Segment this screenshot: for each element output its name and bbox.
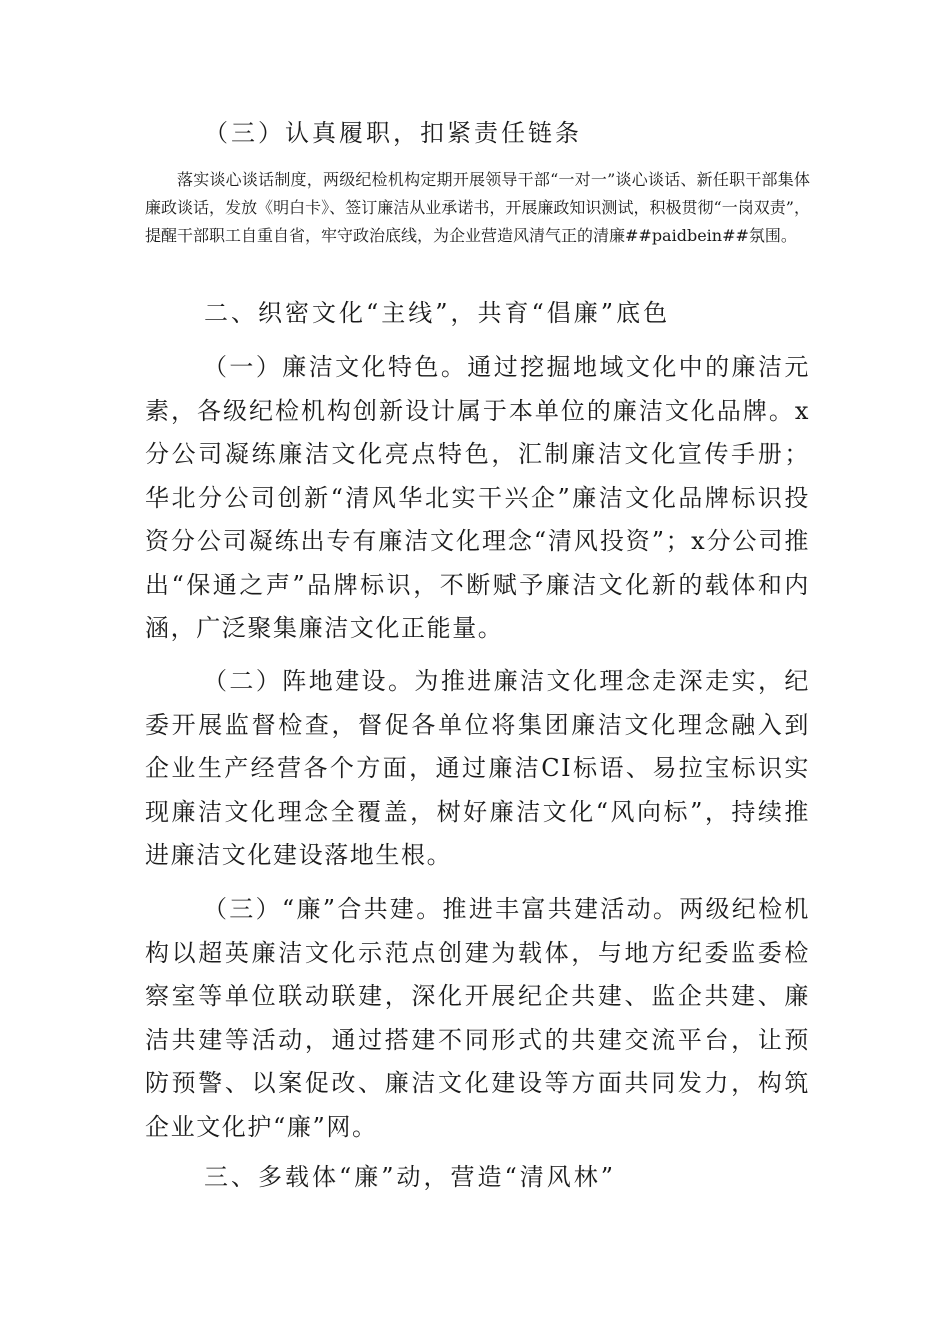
section-3-title: 三、多载体“廉”动，营造“清风林” <box>204 1163 617 1191</box>
small-paragraph: 落实谈心谈话制度，两级纪检机构定期开展领导干部“一对一”谈心谈话、新任职干部集体廉政谈话，发放《明白卡》、签订廉洁从业承诺书，开展廉政知识测试，积极贯彻“一岗双责”，提醒干部职工自重自省，牢守政治底线，为企业营造风清气正的清廉##paidbein##氛围。 <box>145 170 810 245</box>
paragraph-joint-building: （三）“廉”合共建。推进丰富共建活动。两级纪检机构以超英廉洁文化示范点创建为载体，与地方纪委监委检察室等单位联动联建，深化开展纪企共建、监企共建、廉洁共建等活动，通过搭建不同形式的共建交流平台，让预防预警、以案促改、廉洁文化建设等方面共同发力，构筑企业文化护“廉”网。 <box>145 895 810 1141</box>
paragraph-position-building: （二）阵地建设。为推进廉洁文化理念走深走实，纪委开展监督检查，督促各单位将集团廉洁文化理念融入到企业生产经营各个方面，通过廉洁CI标语、易拉宝标识实现廉洁文化理念全覆盖，树好廉洁文化“风向标”，持续推进廉洁文化建设落地生根。 <box>145 667 810 869</box>
section-2-title: 二、织密文化“主线”，共育“倡廉”底色 <box>204 299 671 327</box>
paragraph-culture-features: （一）廉洁文化特色。通过挖掘地域文化中的廉洁元素，各级纪检机构创新设计属于本单位的廉洁文化品牌。x分公司凝练廉洁文化亮点特色，汇制廉洁文化宣传手册；华北分公司创新“清风华北实干兴企”廉洁文化品牌标识投资分公司凝练出专有廉洁文化理念“清风投资”；x分公司推出“保通之声”品牌标识，不断赋予廉洁文化新的载体和内涵，广泛聚集廉洁文化正能量。 <box>145 353 810 642</box>
subsection-heading: （三）认真履职，扣紧责任链条 <box>204 119 582 147</box>
